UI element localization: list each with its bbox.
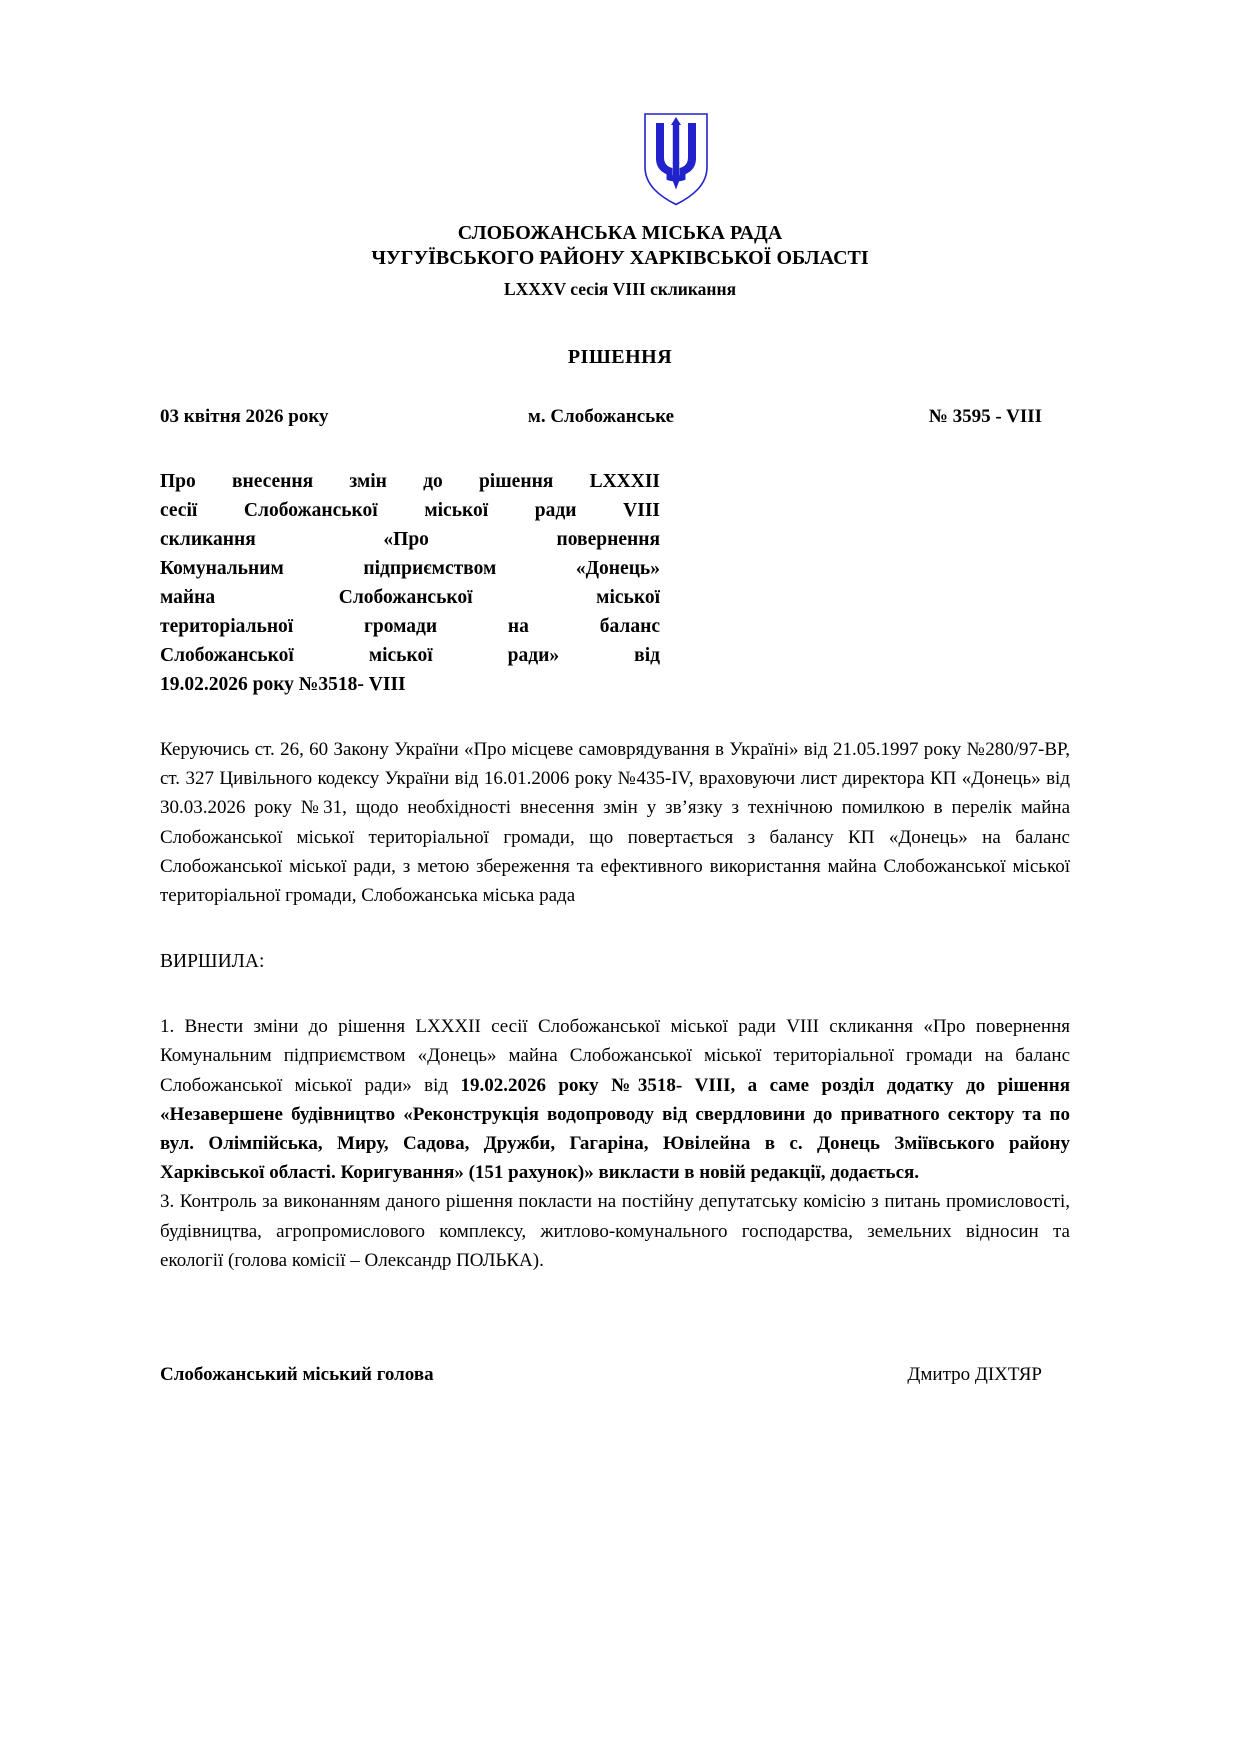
- signatory-title: Слобожанський міський голова: [160, 1364, 434, 1386]
- ukraine-trident-icon: [643, 112, 709, 207]
- subject-paragraph: [160, 467, 660, 699]
- meta-row: [160, 405, 1070, 429]
- emblem-container: [0, 0, 1240, 209]
- item-3-paragraph: 3. Контроль за виконанням даного рішення покласти на постійну депутатську комісію з питань промисловості, будівництва, агропромислового комплексу, житлово-комунального господарства, земельних відносин та екології (голова комісії – Олександр ПОЛЬКА).: [160, 1191, 1070, 1271]
- subject-line: Про внесення змін до рішення LXXXII: [160, 471, 660, 492]
- session-line: LXXXV сесія VIII скликання: [503, 279, 737, 299]
- preamble-paragraph: Керуючись ст. 26, 60 Закону України «Про місцеве самоврядування в Україні» від 21.05.1997 року №280/97-ВР, ст. 327 Цивільного кодексу України від 16.01.2006 року №435-IV, враховуючи лист директора КП «Донець» від 30.03.2026 року №31, щодо необхідності внесення змін у зв’язку з технічною помилкою в перелік майна Слобожанської міської територіальної громади, що повертається з балансу КП «Донець» на баланс Слобожанської міської ради, з метою збереження та ефективного використання майна Слобожанської міської територіальної громади, Слобожанська міська рада: [160, 739, 1070, 907]
- signatory-name: Дмитро ДІХТЯР: [907, 1364, 1042, 1386]
- subject-line: територіальної громади на баланс: [160, 616, 660, 637]
- decision-date: 03 квітня 2026 року: [160, 406, 329, 427]
- decision-place: м. Слобожанське: [527, 406, 675, 427]
- decision-number: № 3595 - VIII: [928, 406, 1042, 427]
- subject-line: Слобожанської міської ради» від: [160, 645, 660, 666]
- item-1-paragraph: [160, 1012, 1070, 1187]
- district-region-line: ЧУГУЇВСЬКОГО РАЙОНУ ХАРКІВСЬКОЇ ОБЛАСТІ: [371, 247, 869, 269]
- subject-line: Комунальним підприємством «Донець»: [160, 558, 660, 579]
- item-1-regular-text: 1. Внести зміни до рішення LXXXII сесії Слобожанської міської ради VIII скликання «Про повернення Комунальним підприємством «Донець» майна Слобожанської міської територіальної громади на баланс Слобожанської міської ради» від: [160, 1016, 1070, 1096]
- signature-row: [160, 1363, 1070, 1387]
- item-1-bold-text: 19.02.2026 року №3518- VIII, а саме розділ додатку до рішення «Незавершене будівництво «Реконструкція водопроводу від свердловини до приватного сектору та по вул. Олімпійська, Миру, Садова, Дружби, Гагаріна, Ювілейна в с. Донець Зміївського району Харківської області. Коригування» (151 рахунок)» викласти в новій редакції, додається.: [160, 1074, 1070, 1184]
- council-name-line: СЛОБОЖАНСЬКА МІСЬКА РАДА: [457, 222, 783, 244]
- decision-items: [160, 1012, 1070, 1275]
- subject-line: сесії Слобожанської міської ради VIII: [160, 500, 660, 521]
- document-type-heading: РІШЕННЯ: [567, 346, 673, 368]
- subject-line: майна Слобожанської міської: [160, 587, 660, 608]
- subject-line: 19.02.2026 року №3518- VIII: [160, 674, 406, 695]
- subject-line: скликання «Про повернення: [160, 529, 660, 550]
- resolved-heading: ВИРШИЛА:: [160, 951, 265, 973]
